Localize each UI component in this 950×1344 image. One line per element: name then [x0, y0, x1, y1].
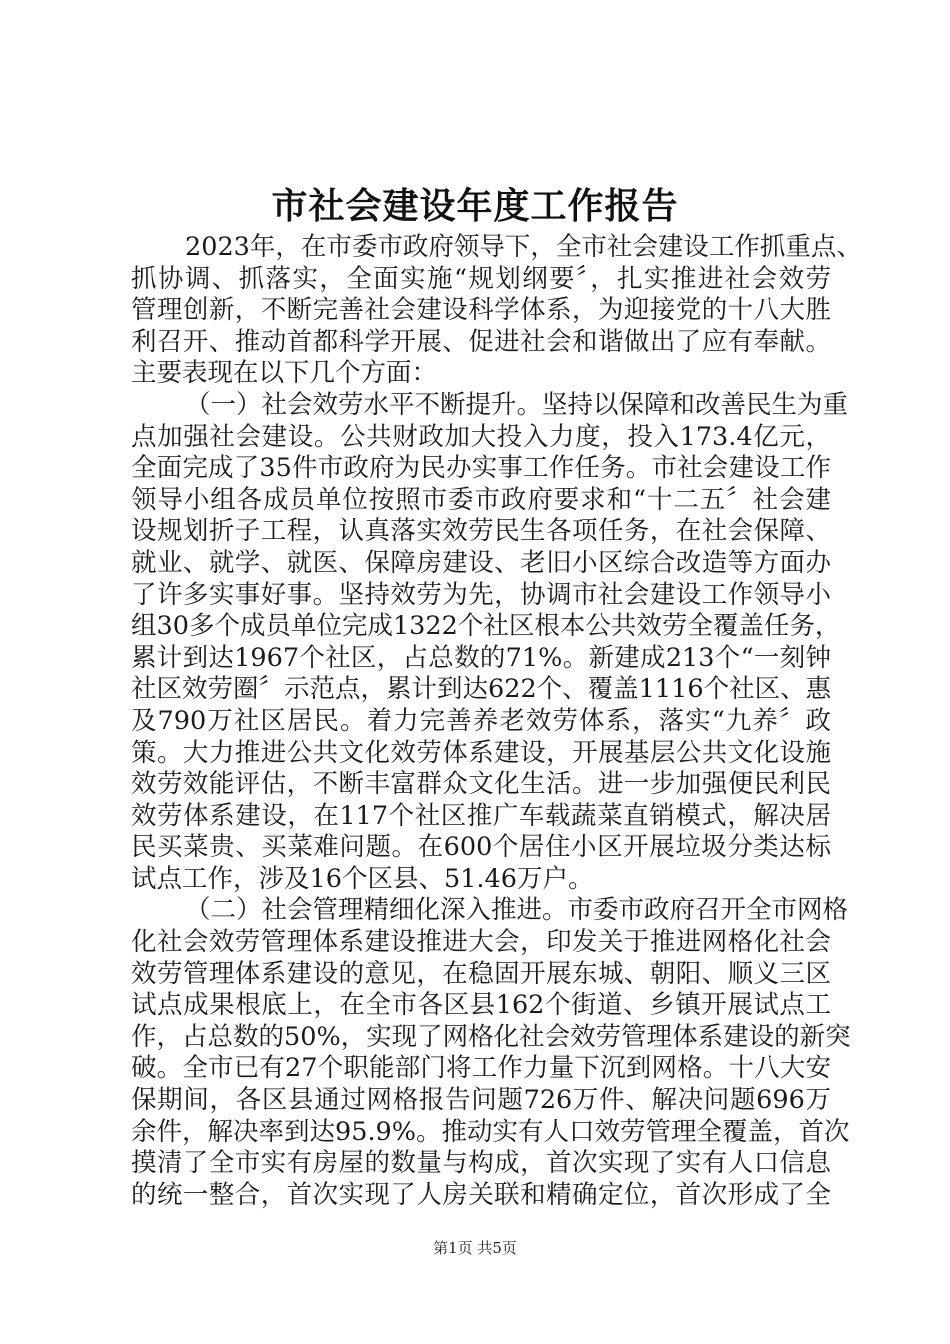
- text-line: 利召开、推动首都科学开展、促进社会和谐做出了应有奉献。: [131, 326, 831, 357]
- text-line: 抓协调、抓落实，全面实施“规划纲要〞，扎实推进社会效劳: [131, 263, 831, 294]
- text-line: 民买菜贵、买菜难问题。在600个居住小区开展垃圾分类达标: [131, 832, 831, 863]
- document-body: [131, 232, 862, 1211]
- text-line: 及790万社区居民。着力完善养老效劳体系，落实“九养〞政: [131, 705, 831, 736]
- text-line: 试点成果根底上，在全市各区县162个街道、乡镇开展试点工: [131, 990, 831, 1021]
- text-line: 效劳管理体系建设的意见，在稳固开展东城、朝阳、顺义三区: [131, 958, 831, 989]
- text-line: 余件，解决率到达95.9%。推动实有人口效劳管理全覆盖，首次: [131, 1116, 850, 1147]
- text-line: 摸清了全市实有房屋的数量与构成，首次实现了实有人口信息: [131, 1148, 831, 1179]
- text-line: 管理创新，不断完善社会建设科学体系，为迎接党的十八大胜: [131, 295, 831, 326]
- paragraph-section-1: [131, 389, 849, 896]
- text-line: 设规划折子工程，认真落实效劳民生各项任务，在社会保障、: [131, 516, 831, 547]
- text-line: 组30多个成员单位完成1322个社区根本公共效劳全覆盖任务，: [131, 611, 841, 642]
- text-line: 2023年，在市委市政府领导下，全市社会建设工作抓重点、: [185, 232, 862, 262]
- page-indicator: 第1页 共5页: [433, 1239, 517, 1257]
- paragraph-section-2: [131, 895, 851, 1211]
- text-line: 保期间，各区县通过网格报告问题726万件、解决问题696万: [131, 1085, 831, 1116]
- section-heading-line: （二）社会管理精细化深入推进。市委市政府召开全市网格: [185, 895, 849, 926]
- text-line: 累计到达1967个社区，占总数的71%。新建成213个“一刻钟: [131, 642, 831, 673]
- document-title: 市社会建设年度工作报告: [271, 186, 679, 227]
- text-line: 了许多实事好事。坚持效劳为先，协调市社会建设工作领导小: [131, 579, 831, 610]
- paragraph-intro: [131, 232, 862, 390]
- text-line: 社区效劳圈〞示范点，累计到达622个、覆盖1116个社区、惠: [131, 674, 832, 705]
- section-heading-line: （一）社会效劳水平不断提升。坚持以保障和改善民生为重: [185, 389, 849, 420]
- text-line: 的统一整合，首次实现了人房关联和精确定位，首次形成了全: [131, 1179, 831, 1210]
- text-line: 效劳体系建设，在117个社区推广车载蔬菜直销模式，解决居: [131, 800, 831, 831]
- text-line: 作，占总数的50%，实现了网格化社会效劳管理体系建设的新突: [131, 1021, 851, 1052]
- text-line: 试点工作，涉及16个区县、51.46万户。: [131, 863, 594, 894]
- text-line: 主要表现在以下几个方面：: [131, 358, 438, 389]
- text-line: 破。全市已有27个职能部门将工作力量下沉到网格。十八大安: [131, 1053, 831, 1084]
- text-line: 效劳效能评估，不断丰富群众文化生活。进一步加强便民利民: [131, 769, 831, 800]
- text-line: 点加强社会建设。公共财政加大投入力度，投入173.4亿元，: [131, 421, 831, 452]
- text-line: 领导小组各成员单位按照市委市政府要求和“十二五〞社会建: [131, 484, 831, 515]
- text-line: 就业、就学、就医、保障房建设、老旧小区综合改造等方面办: [131, 547, 831, 578]
- text-line: 策。大力推进公共文化效劳体系建设，开展基层公共文化设施: [131, 737, 831, 768]
- text-line: 全面完成了35件市政府为民办实事工作任务。市社会建设工作: [131, 453, 831, 484]
- text-line: 化社会效劳管理体系建设推进大会，印发关于推进网格化社会: [131, 927, 831, 958]
